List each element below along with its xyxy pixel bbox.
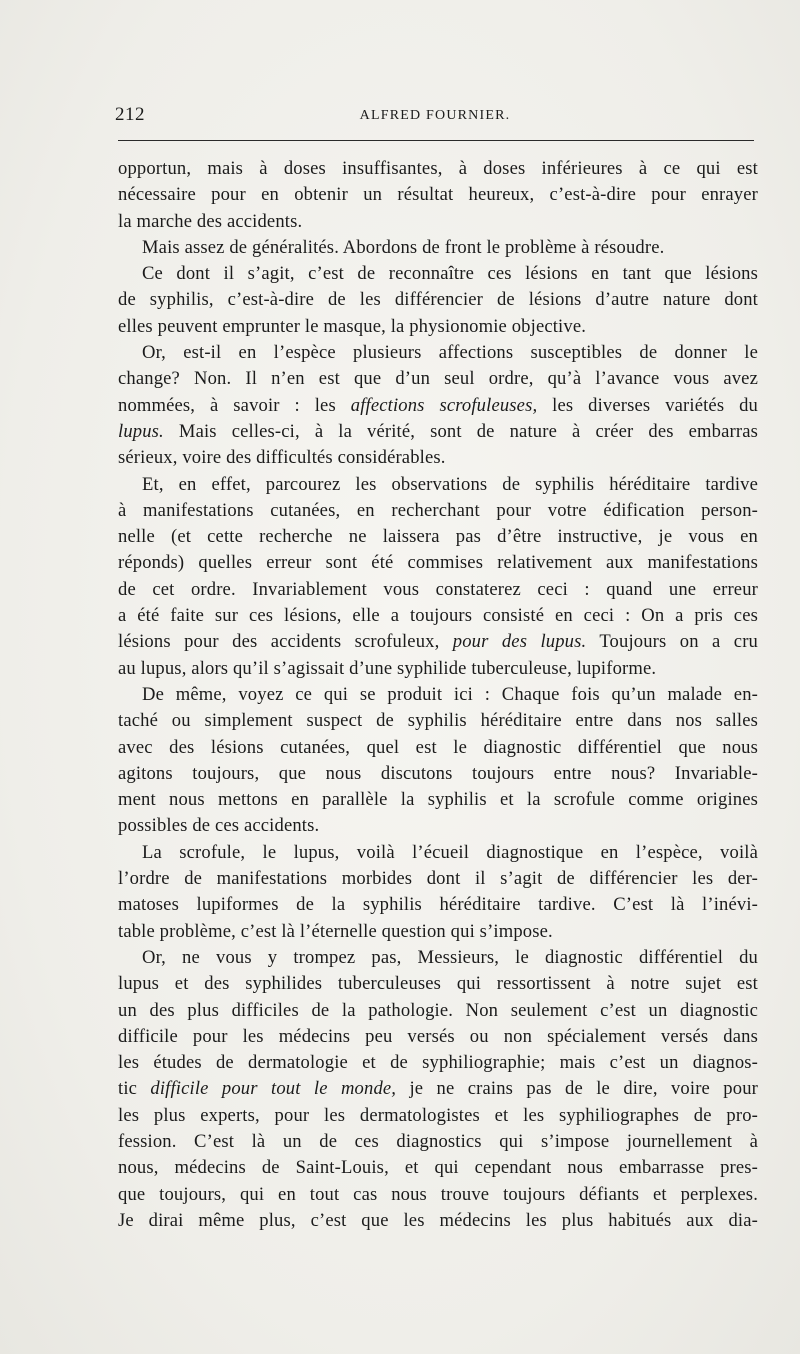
- text-line: les plus experts, pour les dermatologistes et les syphiliographes de pro-: [118, 1104, 758, 1126]
- text-line: De même, voyez ce qui se produit ici : Chaque fois qu’un malade en-: [142, 683, 758, 705]
- text-line: change? Non. Il n’en est que d’un seul ordre, qu’à l’avance vous avez: [118, 368, 758, 390]
- text-line: fession. C’est là un de ces diagnostics qui s’impose journellement à: [118, 1130, 758, 1152]
- italic-segment: affections scrofuleuses,: [350, 394, 538, 416]
- text-line: [118, 393, 758, 419]
- text-line: matoses lupiformes de la syphilis héréditaire tardive. C’est là l’inévi-: [118, 894, 758, 916]
- text-line: elles peuvent emprunter le masque, la physionomie objective.: [118, 315, 587, 337]
- text-line: que toujours, qui en tout cas nous trouve toujours défiants et perplexes.: [118, 1183, 758, 1205]
- text-line: [118, 419, 758, 445]
- page-number: 212: [115, 104, 145, 125]
- text-line: l’ordre de manifestations morbides dont il s’agit de différencier les der-: [118, 868, 758, 890]
- text-line: Et, en effet, parcourez les observations de syphilis héréditaire tardive: [142, 473, 758, 495]
- italic-segment: difficile pour tout le monde,: [150, 1078, 397, 1100]
- line-segment: je ne crains pas de le dire, voire pour: [396, 1078, 758, 1100]
- text-line: [118, 1076, 758, 1102]
- text-line: ment nous mettons en parallèle la syphilis et la scrofule comme origines: [118, 789, 758, 811]
- text-line: a été faite sur ces lésions, elle a toujours consisté en ceci : On a pris ces: [118, 605, 758, 627]
- page-header: [115, 100, 755, 126]
- text-line: opportun, mais à doses insuffisantes, à doses inférieures à ce qui est: [118, 158, 758, 179]
- text-line: Or, ne vous y trompez pas, Messieurs, le diagnostic différentiel du: [142, 946, 758, 968]
- text-line: la marche des accidents.: [118, 210, 303, 232]
- text-line: Je dirai même plus, c’est que les médecins les plus habitués aux dia-: [118, 1209, 758, 1231]
- text-line: taché ou simplement suspect de syphilis héréditaire entre dans nos salles: [118, 710, 758, 732]
- text-line: de syphilis, c’est-à-dire de les différencier de lésions d’autre nature dont: [118, 289, 758, 311]
- italic-segment: pour des lupus.: [452, 631, 587, 653]
- text-line: [118, 629, 758, 655]
- text-line: au lupus, alors qu’il s’agissait d’une syphilide tuberculeuse, lupiforme.: [118, 657, 657, 679]
- line-segment: Mais celles-ci, à la vérité, sont de nature à créer des embarras: [163, 420, 758, 442]
- text-line: La scrofule, le lupus, voilà l’écueil diagnostique en l’espèce, voilà: [142, 841, 758, 863]
- body-text: [118, 156, 758, 1234]
- text-line: possibles de ces accidents.: [118, 815, 320, 837]
- text-line: un des plus difficiles de la pathologie. Non seulement c’est un diagnostic: [118, 999, 758, 1021]
- text-line: les études de dermatologie et de syphiliographie; mais c’est un diagnos-: [118, 1052, 758, 1074]
- line-segment: Toujours on a cru: [586, 631, 758, 653]
- line-segment: tic: [118, 1078, 151, 1100]
- line-segment: les diverses variétés du: [537, 394, 758, 416]
- text-line: avec des lésions cutanées, quel est le diagnostic différentiel que nous: [118, 736, 758, 758]
- text-line: difficile pour les médecins peu versés ou non spécialement versés dans: [118, 1025, 758, 1047]
- text-line: nécessaire pour en obtenir un résultat heureux, c’est-à-dire pour enrayer: [118, 184, 758, 206]
- text-line: Or, est-il en l’espèce plusieurs affections susceptibles de donner le: [142, 342, 758, 364]
- italic-segment: lupus.: [118, 420, 164, 442]
- line-segment: lésions pour des accidents scrofuleux,: [118, 631, 453, 653]
- text-line: réponds) quelles erreur sont été commises relativement aux manifestations: [118, 552, 758, 574]
- text-line: de cet ordre. Invariablement vous constaterez ceci : quand une erreur: [118, 578, 758, 600]
- header-rule: [118, 140, 754, 141]
- text-line: table problème, c’est là l’éternelle question qui s’impose.: [118, 920, 553, 942]
- text-line: à manifestations cutanées, en recherchant pour votre édification person-: [118, 499, 758, 521]
- text-line: Ce dont il s’agit, c’est de reconnaître ces lésions en tant que lésions: [142, 263, 758, 285]
- line-segment: nommées, à savoir : les: [118, 394, 351, 416]
- text-line: nous, médecins de Saint-Louis, et qui cependant nous embarrasse pres-: [118, 1157, 758, 1179]
- running-head: ALFRED FOURNIER.: [359, 108, 511, 123]
- text-line: Mais assez de généralités. Abordons de front le problème à résoudre.: [142, 236, 665, 258]
- text-line: sérieux, voire des difficultés considérables.: [118, 447, 446, 469]
- text-line: agitons toujours, que nous discutons toujours entre nous? Invariable-: [118, 762, 758, 784]
- text-line: nelle (et cette recherche ne laissera pas d’être instructive, je vous en: [118, 526, 758, 548]
- text-line: lupus et des syphilides tuberculeuses qui ressortissent à notre sujet est: [118, 973, 758, 995]
